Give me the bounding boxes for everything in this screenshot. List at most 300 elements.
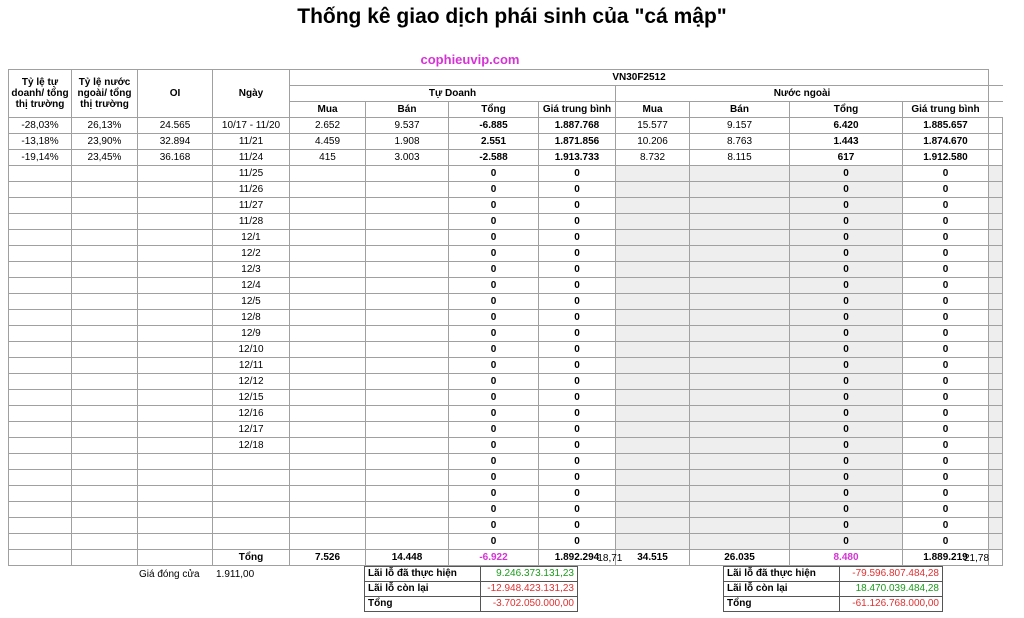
empty-cell — [616, 310, 690, 326]
cell-td-avg: 0 — [539, 358, 616, 374]
cell-td-buy: 4.459 — [290, 134, 366, 150]
empty-cell — [72, 358, 138, 374]
cell-td-total: 0 — [449, 278, 539, 294]
empty-cell — [690, 486, 790, 502]
cell-td-total: 0 — [449, 502, 539, 518]
cell-nn-total: 0 — [790, 166, 903, 182]
empty-cell — [138, 214, 213, 230]
cell-date: 11/24 — [213, 150, 290, 166]
pl-row — [365, 597, 578, 612]
pl-value: -61.126.768.000,00 — [840, 597, 943, 612]
empty-cell — [616, 438, 690, 454]
empty-cell — [290, 438, 366, 454]
total-row — [9, 550, 1003, 566]
cell-td-total: 0 — [449, 518, 539, 534]
cell-td-total: 0 — [449, 438, 539, 454]
cell-td-ratio: -19,14% — [9, 150, 72, 166]
empty-cell — [366, 374, 449, 390]
edge-cell — [989, 230, 1003, 246]
cell-td-avg: 0 — [539, 406, 616, 422]
empty-cell — [616, 502, 690, 518]
empty-cell — [616, 262, 690, 278]
empty-cell — [9, 550, 72, 566]
empty-cell — [138, 486, 213, 502]
empty-cell — [138, 358, 213, 374]
empty-cell — [366, 454, 449, 470]
table-row — [9, 438, 1003, 454]
cell-nn-buy: 15.577 — [616, 118, 690, 134]
cell-nn-ratio: 23,45% — [72, 150, 138, 166]
cell-date: 12/8 — [213, 310, 290, 326]
cell-td-avg: 0 — [539, 214, 616, 230]
cell-date: 12/10 — [213, 342, 290, 358]
empty-cell — [138, 534, 213, 550]
cell-nn-avg: 0 — [903, 454, 989, 470]
cell-date — [213, 518, 290, 534]
empty-cell — [366, 326, 449, 342]
empty-cell — [138, 294, 213, 310]
empty-cell — [690, 438, 790, 454]
empty-cell — [9, 374, 72, 390]
pl-value: 9.246.373.131,23 — [481, 567, 578, 582]
total-nn-sell: 26.035 — [690, 550, 790, 566]
empty-cell — [616, 278, 690, 294]
empty-cell — [290, 470, 366, 486]
empty-cell — [290, 374, 366, 390]
empty-cell — [9, 262, 72, 278]
cell-nn-total: 0 — [790, 390, 903, 406]
cell-nn-total: 0 — [790, 326, 903, 342]
close-price-label: Giá đóng cửa — [139, 569, 200, 580]
empty-cell — [138, 182, 213, 198]
empty-cell — [366, 390, 449, 406]
cell-td-avg: 0 — [539, 534, 616, 550]
empty-cell — [138, 502, 213, 518]
cell-td-avg: 0 — [539, 326, 616, 342]
empty-cell — [690, 534, 790, 550]
empty-cell — [9, 422, 72, 438]
empty-cell — [290, 518, 366, 534]
cell-td-total: 0 — [449, 230, 539, 246]
cell-nn-total: 0 — [790, 214, 903, 230]
empty-cell — [366, 502, 449, 518]
table-row — [9, 422, 1003, 438]
cell-nn-avg: 0 — [903, 374, 989, 390]
cell-date: 10/17 - 11/20 — [213, 118, 290, 134]
cell-nn-avg: 0 — [903, 294, 989, 310]
empty-cell — [72, 438, 138, 454]
cell-date: 11/25 — [213, 166, 290, 182]
cell-td-avg: 0 — [539, 262, 616, 278]
cell-td-total: 0 — [449, 246, 539, 262]
cell-td-avg: 0 — [539, 278, 616, 294]
edge-cell — [989, 550, 1003, 566]
empty-cell — [290, 294, 366, 310]
header-td-total: Tổng — [449, 102, 539, 118]
empty-cell — [690, 342, 790, 358]
edge-cell — [989, 294, 1003, 310]
empty-cell — [366, 166, 449, 182]
empty-cell — [138, 326, 213, 342]
cell-td-total: 0 — [449, 534, 539, 550]
cell-nn-total: 0 — [790, 310, 903, 326]
edge-cell — [989, 246, 1003, 262]
cell-date: 12/15 — [213, 390, 290, 406]
empty-cell — [616, 390, 690, 406]
edge-cell — [989, 278, 1003, 294]
cell-nn-total: 0 — [790, 182, 903, 198]
cell-date: 12/4 — [213, 278, 290, 294]
pl-value: -79.596.807.484,28 — [840, 567, 943, 582]
table-row — [9, 198, 1003, 214]
cell-date: 12/12 — [213, 374, 290, 390]
cell-td-ratio: -28,03% — [9, 118, 72, 134]
cell-nn-total: 0 — [790, 262, 903, 278]
cell-nn-avg: 0 — [903, 502, 989, 518]
empty-cell — [690, 422, 790, 438]
cell-date: 12/3 — [213, 262, 290, 278]
cell-nn-avg: 0 — [903, 406, 989, 422]
cell-td-avg: 0 — [539, 246, 616, 262]
empty-cell — [138, 470, 213, 486]
cell-nn-total: 0 — [790, 422, 903, 438]
cell-date — [213, 502, 290, 518]
cell-nn-avg: 0 — [903, 182, 989, 198]
empty-cell — [138, 342, 213, 358]
empty-cell — [616, 166, 690, 182]
edge-cell — [989, 134, 1003, 150]
empty-cell — [616, 246, 690, 262]
empty-cell — [72, 166, 138, 182]
cell-date: 12/9 — [213, 326, 290, 342]
empty-cell — [72, 294, 138, 310]
cell-td-buy: 2.652 — [290, 118, 366, 134]
table-row — [9, 166, 1003, 182]
cell-nn-total: 617 — [790, 150, 903, 166]
table-row — [9, 486, 1003, 502]
cell-nn-total: 0 — [790, 358, 903, 374]
empty-cell — [138, 198, 213, 214]
empty-cell — [72, 262, 138, 278]
cell-td-avg: 0 — [539, 310, 616, 326]
empty-cell — [9, 310, 72, 326]
cell-nn-total: 0 — [790, 518, 903, 534]
empty-cell — [9, 326, 72, 342]
cell-td-total: 0 — [449, 486, 539, 502]
cell-nn-avg: 0 — [903, 262, 989, 278]
empty-cell — [138, 262, 213, 278]
table-row — [9, 390, 1003, 406]
empty-cell — [138, 374, 213, 390]
cell-nn-total: 6.420 — [790, 118, 903, 134]
header-td-buy: Mua — [290, 102, 366, 118]
empty-cell — [290, 198, 366, 214]
table-row — [9, 310, 1003, 326]
empty-cell — [72, 486, 138, 502]
cell-td-total: 0 — [449, 342, 539, 358]
empty-cell — [616, 374, 690, 390]
empty-cell — [690, 310, 790, 326]
site-link[interactable]: cophieuvip.com — [420, 52, 520, 67]
header-nn-avg: Giá trung bình — [903, 102, 989, 118]
cell-td-total: 0 — [449, 214, 539, 230]
empty-cell — [366, 358, 449, 374]
cell-nn-avg: 0 — [903, 278, 989, 294]
cell-td-avg: 0 — [539, 422, 616, 438]
diff-nuoc-ngoai: 21,78 — [964, 553, 990, 564]
header-oi: OI — [138, 70, 213, 118]
table-row — [9, 326, 1003, 342]
table-row — [9, 294, 1003, 310]
total-td-sell: 14.448 — [366, 550, 449, 566]
empty-cell — [616, 486, 690, 502]
cell-td-total: 0 — [449, 454, 539, 470]
empty-cell — [9, 454, 72, 470]
edge-cell — [989, 118, 1003, 134]
empty-cell — [290, 454, 366, 470]
cell-td-avg: 0 — [539, 374, 616, 390]
edge-cell — [989, 454, 1003, 470]
cell-nn-total: 0 — [790, 534, 903, 550]
empty-cell — [616, 518, 690, 534]
empty-cell — [366, 342, 449, 358]
empty-cell — [290, 278, 366, 294]
cell-nn-total: 0 — [790, 406, 903, 422]
empty-cell — [9, 230, 72, 246]
empty-cell — [72, 470, 138, 486]
cell-td-avg: 0 — [539, 454, 616, 470]
cell-nn-avg: 0 — [903, 358, 989, 374]
empty-cell — [690, 198, 790, 214]
cell-nn-avg: 0 — [903, 390, 989, 406]
pl-value: -3.702.050.000,00 — [481, 597, 578, 612]
empty-cell — [690, 390, 790, 406]
pl-tu-doanh-table — [364, 566, 578, 612]
cell-td-avg: 0 — [539, 294, 616, 310]
cell-td-total: 0 — [449, 326, 539, 342]
pl-label: Lãi lỗ đã thực hiện — [724, 567, 840, 582]
empty-cell — [9, 166, 72, 182]
cell-td-avg: 0 — [539, 470, 616, 486]
cell-td-total: 0 — [449, 310, 539, 326]
empty-cell — [616, 214, 690, 230]
cell-nn-avg: 1.874.670 — [903, 134, 989, 150]
close-price-value: 1.911,00 — [216, 569, 255, 580]
table-row — [9, 262, 1003, 278]
cell-nn-total: 0 — [790, 438, 903, 454]
cell-td-avg: 0 — [539, 230, 616, 246]
empty-cell — [616, 230, 690, 246]
cell-nn-avg: 1.912.580 — [903, 150, 989, 166]
cell-td-avg: 0 — [539, 198, 616, 214]
cell-nn-total: 0 — [790, 454, 903, 470]
cell-nn-total: 0 — [790, 470, 903, 486]
cell-date: 12/11 — [213, 358, 290, 374]
empty-cell — [72, 342, 138, 358]
empty-cell — [290, 166, 366, 182]
header-nn-ratio: Tỷ lệ nước ngoài/ tổng thị trường — [72, 70, 138, 118]
cell-nn-total: 0 — [790, 246, 903, 262]
empty-cell — [616, 358, 690, 374]
empty-cell — [9, 214, 72, 230]
table-row — [9, 406, 1003, 422]
empty-cell — [9, 502, 72, 518]
cell-nn-total: 0 — [790, 294, 903, 310]
cell-nn-sell: 8.115 — [690, 150, 790, 166]
empty-cell — [138, 230, 213, 246]
pl-value: 18.470.039.484,28 — [840, 582, 943, 597]
empty-cell — [9, 470, 72, 486]
empty-cell — [366, 470, 449, 486]
cell-nn-avg: 0 — [903, 230, 989, 246]
header-contract: VN30F2512 — [290, 70, 989, 86]
total-label: Tổng — [213, 550, 290, 566]
edge-cell — [989, 534, 1003, 550]
empty-cell — [366, 422, 449, 438]
cell-td-total: 0 — [449, 374, 539, 390]
edge-cell — [989, 310, 1003, 326]
cell-nn-total: 0 — [790, 230, 903, 246]
cell-date: 12/17 — [213, 422, 290, 438]
empty-cell — [290, 502, 366, 518]
empty-cell — [9, 278, 72, 294]
pl-row — [724, 597, 943, 612]
cell-td-total: -2.588 — [449, 150, 539, 166]
empty-cell — [616, 470, 690, 486]
edge-cell — [989, 342, 1003, 358]
empty-cell — [690, 246, 790, 262]
stats-table — [8, 69, 1003, 566]
empty-cell — [366, 294, 449, 310]
cell-date: 12/16 — [213, 406, 290, 422]
empty-cell — [616, 422, 690, 438]
cell-nn-buy: 8.732 — [616, 150, 690, 166]
cell-date — [213, 486, 290, 502]
empty-cell — [138, 278, 213, 294]
cell-nn-total: 0 — [790, 278, 903, 294]
empty-cell — [690, 470, 790, 486]
empty-cell — [690, 518, 790, 534]
empty-cell — [690, 454, 790, 470]
table-row — [9, 278, 1003, 294]
cell-td-total: 2.551 — [449, 134, 539, 150]
empty-cell — [138, 246, 213, 262]
empty-cell — [72, 550, 138, 566]
empty-cell — [72, 214, 138, 230]
empty-cell — [72, 182, 138, 198]
empty-cell — [616, 534, 690, 550]
empty-cell — [290, 230, 366, 246]
header-tu-doanh: Tự Doanh — [290, 86, 616, 102]
table-row — [9, 246, 1003, 262]
empty-cell — [290, 214, 366, 230]
cell-td-total: 0 — [449, 470, 539, 486]
table-row — [9, 502, 1003, 518]
cell-nn-ratio: 26,13% — [72, 118, 138, 134]
empty-cell — [616, 294, 690, 310]
empty-cell — [366, 310, 449, 326]
empty-cell — [290, 486, 366, 502]
cell-nn-avg: 0 — [903, 246, 989, 262]
cell-td-avg: 0 — [539, 518, 616, 534]
cell-td-total: 0 — [449, 262, 539, 278]
cell-td-avg: 1.913.733 — [539, 150, 616, 166]
empty-cell — [616, 182, 690, 198]
edge-cell — [989, 182, 1003, 198]
cell-nn-total: 0 — [790, 374, 903, 390]
empty-cell — [72, 390, 138, 406]
empty-cell — [9, 534, 72, 550]
cell-nn-avg: 0 — [903, 166, 989, 182]
empty-cell — [72, 534, 138, 550]
header-date: Ngày — [213, 70, 290, 118]
empty-cell — [690, 502, 790, 518]
pl-label: Tổng — [724, 597, 840, 612]
cell-date: 11/21 — [213, 134, 290, 150]
header-nn-total: Tổng — [790, 102, 903, 118]
empty-cell — [138, 422, 213, 438]
cell-td-ratio: -13,18% — [9, 134, 72, 150]
table-row — [9, 358, 1003, 374]
empty-cell — [290, 310, 366, 326]
edge-cell — [989, 198, 1003, 214]
cell-td-avg: 0 — [539, 502, 616, 518]
table-row — [9, 182, 1003, 198]
empty-cell — [690, 166, 790, 182]
cell-nn-ratio: 23,90% — [72, 134, 138, 150]
cell-date: 11/26 — [213, 182, 290, 198]
pl-nuoc-ngoai-table — [723, 566, 943, 612]
cell-oi: 32.894 — [138, 134, 213, 150]
table-row — [9, 518, 1003, 534]
empty-cell — [616, 342, 690, 358]
empty-cell — [290, 422, 366, 438]
cell-td-total: 0 — [449, 198, 539, 214]
edge-cell — [989, 502, 1003, 518]
cell-nn-avg: 0 — [903, 534, 989, 550]
empty-cell — [138, 310, 213, 326]
empty-cell — [690, 294, 790, 310]
edge-cell — [989, 470, 1003, 486]
table-row — [9, 214, 1003, 230]
cell-td-sell: 9.537 — [366, 118, 449, 134]
cell-td-total: 0 — [449, 294, 539, 310]
cell-date — [213, 454, 290, 470]
empty-cell — [72, 278, 138, 294]
table-row — [9, 150, 1003, 166]
pl-label: Lãi lỗ đã thực hiện — [365, 567, 481, 582]
edge-cell — [989, 518, 1003, 534]
empty-cell — [9, 358, 72, 374]
table-row — [9, 134, 1003, 150]
edge-cell — [989, 406, 1003, 422]
empty-cell — [290, 182, 366, 198]
empty-cell — [690, 278, 790, 294]
cell-td-total: -6.885 — [449, 118, 539, 134]
empty-cell — [72, 518, 138, 534]
empty-cell — [616, 326, 690, 342]
edge-cell — [989, 214, 1003, 230]
empty-cell — [9, 294, 72, 310]
header-td-avg: Giá trung bình — [539, 102, 616, 118]
edge-cell — [989, 390, 1003, 406]
diff-tu-doanh: -18,71 — [594, 553, 623, 564]
empty-cell — [72, 374, 138, 390]
total-td-buy: 7.526 — [290, 550, 366, 566]
page-title: Thống kê giao dịch phái sinh của "cá mập" — [297, 5, 727, 28]
empty-cell — [9, 486, 72, 502]
empty-cell — [366, 518, 449, 534]
